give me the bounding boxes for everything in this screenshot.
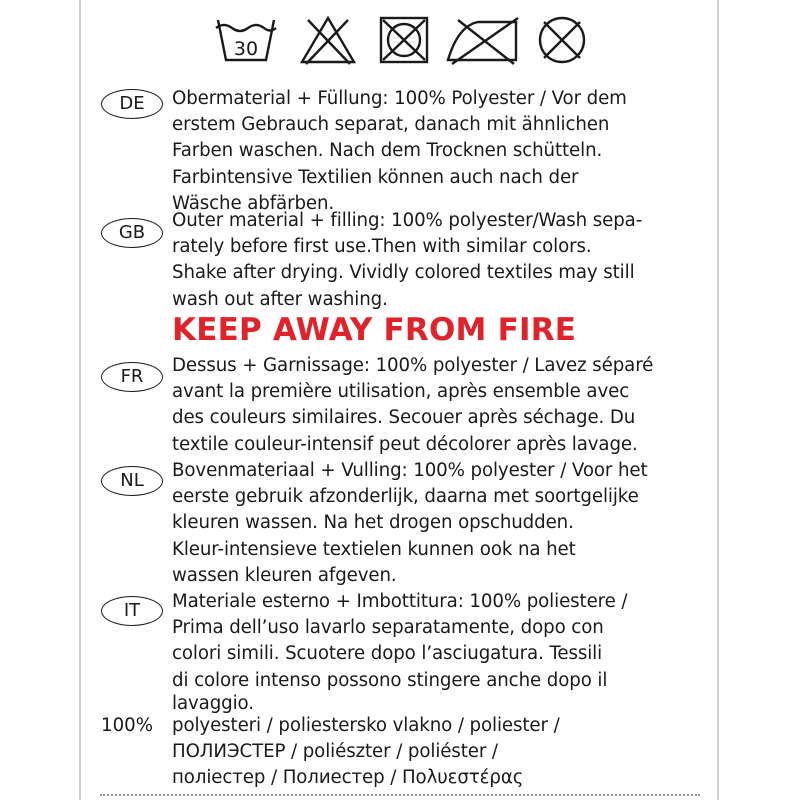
section-gb: [172, 208, 712, 313]
bottom-divider: [100, 794, 700, 800]
text-line: Dessus + Garnissage: 100% polyester / Lavez séparé: [172, 355, 654, 376]
text-line: di colore intenso possono stingere anche dopo il: [172, 669, 608, 691]
care-symbols: [212, 14, 592, 74]
text-line: Kleur-intensieve textielen kunnen ook na het: [172, 538, 576, 560]
text-line: textile couleur-intensif peut décolorer après lavage.: [172, 433, 638, 455]
section-it: [172, 589, 712, 714]
composition-percent: 100%: [101, 715, 153, 736]
text-line: colori simili. Scuotere dopo l’asciugatura. Tessili: [172, 643, 603, 665]
text-line: Prima dell’uso lavarlo separatamente, dopo con: [172, 617, 604, 639]
text-line: avant la première utilisation, après ensemble avec: [172, 381, 630, 403]
text-line: Farbintensive Textilien können auch nach der: [172, 166, 579, 188]
text-line: поліестер / Полиестер / Πολυεστέρας: [172, 767, 524, 789]
wash-temperature: 30: [233, 38, 259, 60]
section-fr: [172, 353, 712, 458]
no-tumble-dry-icon: [374, 14, 434, 66]
text-line: erstem Gebrauch separat, danach mit ähnlichen: [172, 114, 610, 136]
lang-code-it: IT: [101, 596, 163, 626]
no-dry-clean-icon: [532, 14, 592, 66]
text-line: Wäsche abfärben.: [172, 192, 335, 214]
lang-code-fr: FR: [101, 362, 163, 392]
text-line: des couleurs similaires. Secouer après séchage. Du: [172, 407, 636, 429]
lang-code-gb: GB: [101, 218, 163, 248]
composition-translations: [172, 713, 712, 792]
text-line: rately before first use.Then with similar colors.: [172, 236, 592, 258]
fire-warning: KEEP AWAY FROM FIRE: [172, 312, 577, 348]
section-nl: [172, 458, 712, 589]
text-line: Farben waschen. Nach dem Trocknen schütteln.: [172, 140, 603, 162]
section-de: [172, 86, 712, 217]
text-line: Outer material + filling: 100% polyester/Wash sepa-: [172, 210, 643, 231]
no-iron-icon: [444, 14, 522, 66]
text-line: kleuren wassen. Na het drogen opschudden.: [172, 512, 574, 534]
text-line: wassen kleuren afgeven.: [172, 564, 397, 586]
text-line: Materiale esterno + Imbottitura: 100% poliestere /: [172, 591, 628, 612]
text-line: lavaggio.: [172, 692, 254, 714]
no-bleach-icon: [298, 14, 358, 66]
text-line: Obermaterial + Füllung: 100% Polyester / Vor dem: [172, 88, 627, 109]
text-line: eerste gebruik afzonderlijk, daarna met soortgelijke: [172, 486, 639, 508]
text-line: wash out after washing.: [172, 288, 388, 310]
text-line: Bovenmateriaal + Vulling: 100% polyester / Voor het: [172, 460, 648, 481]
lang-code-de: DE: [101, 89, 163, 119]
text-line: ПОЛИЭСТЕР / poliészter / poliéster /: [172, 741, 498, 763]
text-line: polyesteri / poliestersko vlakno / poliester /: [172, 715, 560, 736]
lang-code-nl: NL: [101, 466, 163, 496]
wash-30-icon: [212, 14, 280, 66]
text-line: Shake after drying. Vividly colored textiles may still: [172, 262, 635, 284]
